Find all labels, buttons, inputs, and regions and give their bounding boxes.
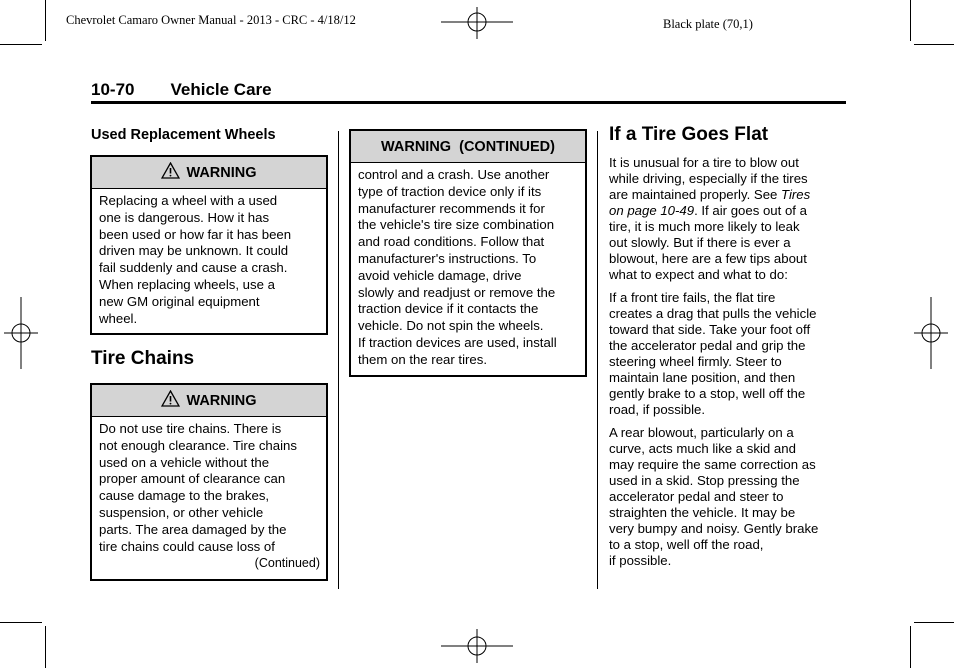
warning-label: WARNING — [186, 392, 257, 409]
text-line: type of traction device only if its — [358, 183, 542, 199]
text-line: steering wheel firmly. Steer to — [609, 354, 782, 369]
text-line: wheel. — [99, 310, 138, 326]
text-line: parts. The area damaged by the — [99, 521, 287, 537]
warning-bar — [92, 157, 326, 189]
text-run: are maintained properly. See — [609, 187, 782, 202]
text-line: slowly and readjust or remove the — [358, 284, 556, 300]
warning-label: WARNING (CONTINUED) — [381, 138, 555, 155]
page-number: 10-70 — [91, 80, 135, 99]
text-line: fail suddenly and cause a crash. — [99, 260, 288, 276]
paragraph — [609, 155, 849, 283]
text-line: maintain lane position, and then — [609, 370, 796, 385]
warning-text — [92, 189, 326, 327]
crop-mark — [910, 626, 911, 668]
text-line: what to expect and what to do: — [609, 267, 788, 282]
text-line: If a front tire fails, the flat tire — [609, 290, 776, 305]
text-line: used on a vehicle without the — [99, 454, 270, 470]
text-line: control and a crash. Use another — [358, 167, 550, 182]
continued-label: (Continued) — [254, 556, 320, 571]
crop-mark — [914, 622, 954, 623]
text-line: curve, acts much like a skid and — [609, 441, 796, 456]
text-line: not enough clearance. Tire chains — [99, 437, 297, 453]
text-line: been used or how far it has been — [99, 226, 292, 242]
body-text — [609, 155, 849, 576]
text-line: used in a skid. Stop pressing the — [609, 473, 800, 488]
text-line: out slowly. But if there is ever a — [609, 235, 791, 250]
column-divider — [338, 131, 339, 589]
text-line: traction device if it contacts the — [358, 301, 539, 317]
text-line: creates a drag that pulls the vehicle — [609, 306, 817, 321]
text-line: very bumpy and noisy. Gently brake — [609, 521, 819, 536]
text-line: straighten the vehicle. It may be — [609, 505, 796, 520]
text-line: If traction devices are used, install — [358, 334, 557, 350]
registration-mark-icon — [914, 297, 948, 369]
paragraph — [609, 425, 849, 569]
text-line: Do not use tire chains. There is — [99, 421, 282, 436]
crop-mark — [914, 44, 954, 45]
text-line: proper amount of clearance can — [99, 471, 286, 487]
text-line: them on the rear tires. — [358, 351, 488, 367]
crop-mark — [910, 0, 911, 41]
warning-text — [351, 163, 585, 369]
section-title: Vehicle Care — [170, 80, 272, 99]
warning-box — [90, 155, 328, 335]
text-line: if possible. — [609, 553, 672, 568]
text-line: tire chains could cause loss of — [99, 538, 275, 554]
warning-bar — [92, 385, 326, 417]
text-line: may require the same correction as — [609, 457, 816, 472]
text-line: the accelerator pedal and grip the — [609, 338, 806, 353]
crop-mark — [45, 626, 46, 668]
warning-triangle-icon — [161, 390, 180, 411]
text-line: blowout, here are a few tips about — [609, 251, 807, 266]
warning-box-continued — [349, 129, 587, 377]
subhead-used-replacement-wheels: Used Replacement Wheels — [91, 127, 276, 143]
warning-text — [92, 417, 326, 555]
crop-mark — [45, 0, 46, 41]
text-run: . If air goes out of a — [694, 203, 807, 218]
heading-tire-chains: Tire Chains — [91, 348, 195, 369]
text-line: road, if possible. — [609, 402, 706, 417]
text-line: vehicle. Do not spin the wheels. — [358, 318, 544, 334]
text-line: and road conditions. Follow that — [358, 234, 545, 250]
registration-mark-icon — [441, 7, 513, 39]
crop-mark — [0, 44, 42, 45]
running-header-right: Black plate (70,1) — [663, 17, 753, 31]
text-line: gently brake to a stop, well off the — [609, 386, 806, 401]
text-line: to a stop, well off the road, — [609, 537, 764, 552]
text-line: new GM original equipment — [99, 293, 260, 309]
header-rule — [91, 101, 846, 104]
text-line: cause damage to the brakes, — [99, 488, 270, 504]
text-line: toward that side. Take your foot off — [609, 322, 811, 337]
page-header — [91, 80, 272, 100]
cross-reference-link[interactable]: Tires — [781, 187, 811, 202]
text-line: manufacturer recommends it for — [358, 200, 545, 216]
column-divider — [597, 131, 598, 589]
warning-triangle-icon — [161, 162, 180, 183]
running-header-left: Chevrolet Camaro Owner Manual - 2013 - CRC - 4/18/12 — [66, 13, 356, 27]
warning-bar — [351, 131, 585, 163]
text-line: while driving, especially if the tires — [609, 171, 808, 186]
text-line: Replacing a wheel with a used — [99, 193, 278, 208]
cross-reference-link[interactable]: on page 10-49 — [609, 203, 695, 218]
registration-mark-icon — [441, 629, 513, 663]
text-line — [609, 203, 849, 219]
text-line — [609, 187, 849, 203]
registration-mark-icon — [4, 297, 38, 369]
text-line: accelerator pedal and steer to — [609, 489, 784, 504]
text-line: It is unusual for a tire to blow out — [609, 155, 799, 170]
warning-box — [90, 383, 328, 581]
text-line: driven may be unknown. It could — [99, 243, 289, 259]
text-line: suspension, or other vehicle — [99, 504, 264, 520]
paragraph — [609, 290, 849, 418]
text-line: avoid vehicle damage, drive — [358, 267, 522, 283]
crop-mark — [0, 622, 42, 623]
text-line: the vehicle's tire size combination — [358, 217, 555, 233]
text-line: one is dangerous. How it has — [99, 209, 270, 225]
text-line: A rear blowout, particularly on a — [609, 425, 794, 440]
heading-if-a-tire-goes-flat: If a Tire Goes Flat — [609, 124, 769, 145]
text-line: manufacturer's instructions. To — [358, 250, 537, 266]
warning-label: WARNING — [186, 164, 257, 181]
text-line: When replacing wheels, use a — [99, 276, 275, 292]
text-line: tire, it is much more likely to leak — [609, 219, 800, 234]
